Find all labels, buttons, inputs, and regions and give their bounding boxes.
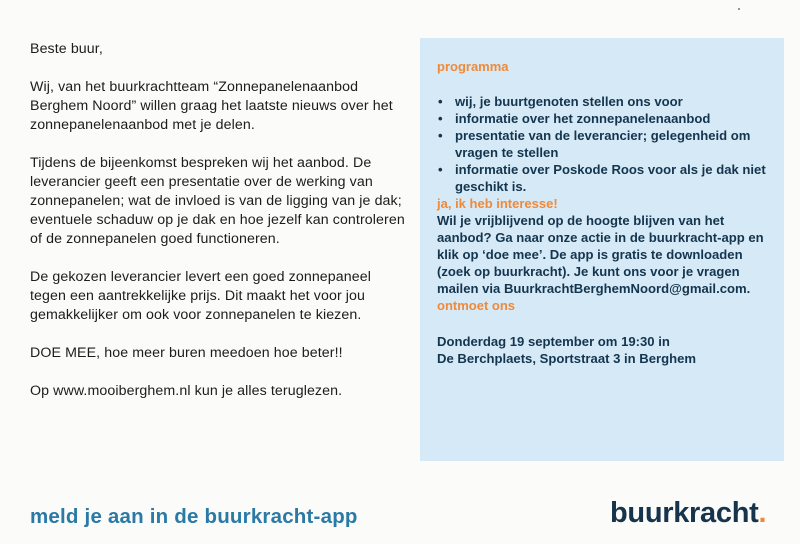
ontmoet-date: Donderdag 19 september om 19:30 in (437, 334, 670, 349)
letter-body (30, 40, 405, 420)
paragraph-supplier: De gekozen leverancier levert een goed zonnepaneel tegen een aantrekkelijke prijs. Dit maakt het voor jou gemakkelijker om ook voor zonnepanelen te kiezen. (30, 269, 372, 323)
bullet-icon: • (438, 111, 443, 126)
list-item: • informatie over Poskode Roos voor als je dak niet geschikt is. (438, 162, 766, 194)
logo-dot: . (758, 497, 767, 529)
ontmoet-location: De Berchplaets, Sportstraat 3 in Berghem (437, 351, 697, 366)
app-cta: meld je aan in de buurkracht-app (30, 505, 358, 528)
info-panel (420, 38, 784, 461)
paragraph-call-to-action: DOE MEE, hoe meer buren meedoen hoe beter!! (30, 345, 343, 361)
buurkracht-logo (610, 497, 766, 530)
scan-speck (738, 8, 740, 10)
paragraph-website: Op www.mooiberghem.nl kun je alles teruglezen. (30, 383, 343, 399)
programma-heading: programma (437, 59, 509, 74)
list-item: • presentatie van de leverancier; gelegenheid om vragen te stellen (438, 128, 751, 160)
bullet-icon: • (438, 128, 443, 143)
paragraph-meeting: Tijdens de bijeenkomst bespreken wij het aanbod. De leverancier geeft een presentatie over de werking van zonnepanelen; wat de invloed is van de ligging van je dak; eventuele schaduw op je dak en hoe jezelf kan controleren of de zonnepanelen goed functioneren. (30, 155, 405, 247)
logo-text: buurkracht (610, 497, 759, 529)
ontmoet-details (437, 333, 768, 367)
interesse-heading: ja, ik heb interesse! (437, 196, 558, 211)
programma-list (437, 93, 768, 195)
paragraph-intro: Wij, van het buurkrachtteam “Zonnepanelenaanbod Berghem Noord” willen graag het laatste nieuws over het zonnepanelenaanbod met je delen. (30, 79, 393, 133)
greeting: Beste buur, (30, 41, 103, 57)
interesse-text: Wil je vrijblijvend op de hoogte blijven van het aanbod? Ga naar onze actie in de buurkracht-app en klik op ‘doe mee’. De app is gratis te downloaden (zoek op buurkracht). Je kunt ons voor je vragen mailen via BuurkrachtBerghemNoord@gmail.com. (437, 213, 764, 296)
bullet-icon: • (438, 162, 443, 177)
list-item: • wij, je buurtgenoten stellen ons voor (438, 94, 683, 109)
list-item: • informatie over het zonnepanelenaanbod (438, 111, 711, 126)
ontmoet-heading: ontmoet ons (437, 298, 515, 313)
bullet-icon: • (438, 94, 443, 109)
